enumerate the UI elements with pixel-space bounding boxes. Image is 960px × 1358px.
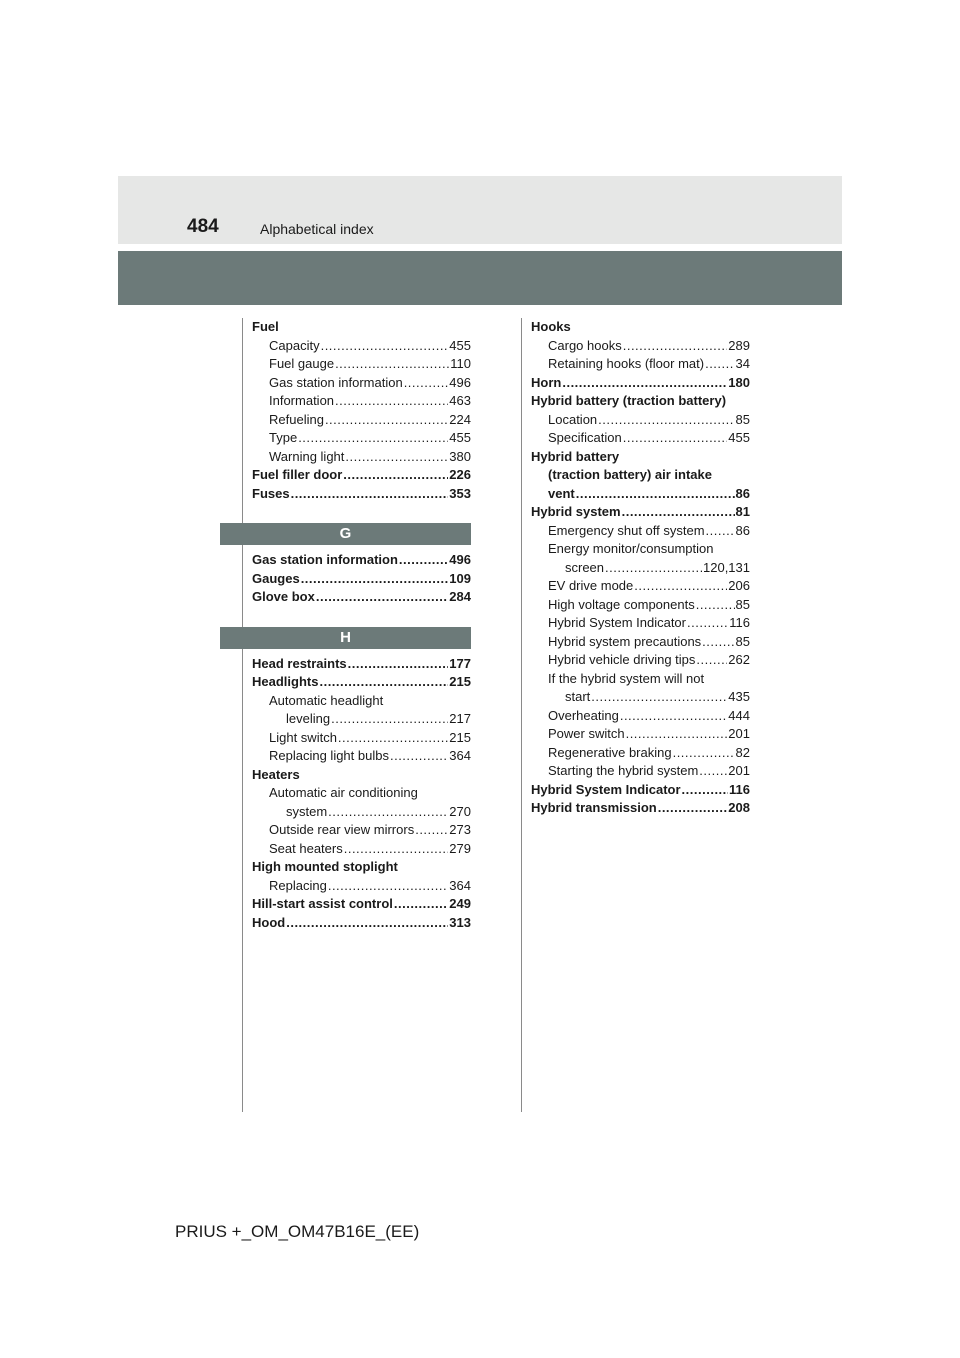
index-entry[interactable] — [531, 466, 750, 485]
index-entry-page[interactable]: 380 — [449, 448, 471, 464]
index-entry[interactable] — [252, 840, 471, 859]
index-entry[interactable] — [252, 729, 471, 748]
dot-leader — [399, 551, 448, 570]
index-entry-page[interactable]: 226 — [449, 467, 471, 482]
index-entry[interactable] — [252, 411, 471, 430]
dot-leader — [301, 570, 449, 589]
index-column-left — [252, 318, 471, 932]
index-entry-term: Hybrid vehicle driving tips — [548, 652, 696, 667]
index-entry-term: Energy monitor/consumption — [548, 541, 714, 556]
index-entry[interactable] — [531, 559, 750, 578]
index-entry-page[interactable]: 463 — [449, 393, 471, 408]
index-entry[interactable] — [531, 744, 750, 763]
dot-leader — [673, 744, 735, 763]
index-entry-term: Retaining hooks (floor mat) — [548, 356, 705, 371]
index-entry-term: Gas station information — [269, 374, 403, 390]
index-entry-term: Hybrid battery — [531, 448, 620, 464]
dot-leader — [634, 577, 727, 596]
index-entry[interactable] — [531, 762, 750, 781]
index-entry-term: Replacing light bulbs — [269, 748, 389, 763]
index-entry-page[interactable]: 224 — [449, 411, 471, 427]
index-entry[interactable] — [531, 725, 750, 744]
index-entry-term: Light switch — [269, 729, 337, 745]
dot-leader — [605, 559, 702, 578]
dot-leader — [328, 803, 448, 822]
left-column-rule — [242, 318, 243, 1112]
index-entry-page[interactable]: 120,131 — [703, 559, 750, 575]
index-entry[interactable] — [252, 858, 471, 877]
index-entry-page[interactable]: 215 — [449, 674, 471, 689]
index-entry-page[interactable]: 444 — [728, 707, 750, 723]
index-entry-page[interactable]: 217 — [449, 711, 471, 726]
index-entry-page[interactable]: 289 — [728, 337, 750, 353]
dot-leader — [598, 411, 734, 430]
index-entry-page[interactable]: 455 — [728, 430, 750, 445]
index-entry[interactable] — [531, 799, 750, 818]
index-entry-term: Heaters — [252, 766, 300, 782]
index-entry[interactable] — [252, 766, 471, 785]
index-entry-page[interactable]: 364 — [449, 877, 471, 893]
index-entry-page[interactable]: 215 — [449, 729, 471, 745]
dot-leader — [696, 596, 735, 615]
index-entry[interactable] — [531, 577, 750, 596]
index-entry-term: Type — [269, 430, 298, 445]
index-entry[interactable] — [531, 448, 750, 467]
index-entry[interactable] — [531, 522, 750, 541]
dot-leader — [620, 707, 727, 726]
index-entry[interactable] — [531, 374, 750, 393]
index-entry-page[interactable]: 116 — [729, 781, 750, 797]
section-gap — [252, 607, 471, 627]
index-entry-term: start — [565, 689, 591, 704]
index-entry-term: High mounted stoplight — [252, 859, 398, 874]
index-entry[interactable] — [531, 781, 750, 800]
index-entry[interactable] — [531, 596, 750, 615]
index-entry[interactable] — [252, 429, 471, 448]
dot-leader — [415, 821, 448, 840]
index-entry[interactable] — [252, 895, 471, 914]
index-entry-page[interactable]: 177 — [449, 655, 471, 671]
index-entry-term: Glove box — [252, 589, 315, 604]
dot-leader — [623, 429, 728, 448]
dot-leader — [331, 710, 448, 729]
index-entry[interactable] — [252, 374, 471, 393]
index-entry-page[interactable]: 364 — [449, 748, 471, 763]
index-entry-term: Fuses — [252, 485, 290, 501]
dot-leader — [706, 522, 735, 541]
index-entry[interactable] — [531, 688, 750, 707]
index-entry-term: Specification — [548, 430, 622, 445]
index-entry-term: screen — [565, 559, 605, 575]
dot-leader — [390, 747, 448, 766]
index-entry-term: (traction battery) air intake — [548, 467, 712, 482]
index-entry[interactable] — [531, 355, 750, 374]
dot-leader — [325, 411, 448, 430]
dot-leader — [344, 840, 449, 859]
index-entry-term: Power switch — [548, 726, 625, 741]
header-dark-band — [118, 251, 842, 305]
index-entry-page[interactable]: 110 — [450, 356, 471, 371]
dot-leader — [404, 374, 449, 393]
index-entry[interactable] — [531, 707, 750, 726]
index-entry-page[interactable]: 455 — [449, 337, 471, 353]
dot-leader — [343, 466, 448, 485]
index-entry-page[interactable]: 496 — [449, 374, 471, 390]
index-entry-page[interactable]: 109 — [449, 570, 471, 586]
index-entry-term: Automatic air conditioning — [269, 785, 418, 800]
index-entry[interactable] — [531, 670, 750, 689]
dot-leader — [291, 485, 449, 504]
index-entry-page[interactable]: 85 — [735, 411, 750, 427]
dot-leader — [687, 614, 728, 633]
index-entry-term: Capacity — [269, 337, 320, 353]
dot-leader — [682, 781, 728, 800]
index-entry-term: Fuel gauge — [269, 356, 335, 371]
dot-leader — [699, 762, 727, 781]
dot-leader — [623, 337, 728, 356]
index-entry-term: EV drive mode — [548, 578, 634, 593]
page-title: Alphabetical index — [260, 221, 374, 237]
index-entry[interactable] — [531, 318, 750, 337]
index-column-right — [531, 318, 750, 818]
index-entry[interactable] — [252, 392, 471, 411]
dot-leader — [622, 503, 735, 522]
index-entry[interactable] — [252, 485, 471, 504]
index-entry-page[interactable]: 496 — [449, 552, 471, 567]
index-entry[interactable] — [531, 540, 750, 559]
index-entry-term: Hood — [252, 914, 286, 930]
index-entry-term: Location — [548, 411, 598, 427]
index-entry-page[interactable]: 313 — [449, 914, 471, 930]
index-entry[interactable] — [252, 318, 471, 337]
index-entry-term: Fuel filler door — [252, 467, 343, 482]
index-entry[interactable] — [252, 448, 471, 467]
index-entry-page[interactable]: 208 — [728, 800, 750, 815]
index-entry-term: Hybrid system precautions — [548, 633, 702, 649]
index-entry-term: Headlights — [252, 674, 319, 689]
index-entry-term: vent — [548, 485, 575, 501]
index-entry[interactable] — [252, 466, 471, 485]
dot-leader — [338, 729, 448, 748]
index-entry-page[interactable]: 85 — [735, 596, 750, 612]
index-entry[interactable] — [531, 392, 750, 411]
dot-leader — [626, 725, 728, 744]
index-entry-term: Hybrid System Indicator — [548, 615, 686, 630]
index-entry-page[interactable]: 262 — [728, 652, 750, 667]
section-letter-bar: G — [220, 523, 471, 545]
index-entry-page[interactable]: 180 — [728, 374, 750, 390]
right-column-rule — [521, 318, 522, 1112]
page-number: 484 — [187, 216, 219, 237]
index-entry-page[interactable]: 353 — [449, 485, 471, 501]
index-entry[interactable] — [531, 411, 750, 430]
index-entry-page[interactable]: 249 — [449, 896, 471, 911]
index-entry[interactable] — [252, 355, 471, 374]
dot-leader — [321, 337, 449, 356]
index-entry[interactable] — [252, 803, 471, 822]
dot-leader — [319, 673, 448, 692]
index-entry-term: Information — [269, 393, 335, 408]
dot-leader — [345, 448, 448, 467]
index-entry-page[interactable]: 34 — [735, 356, 750, 371]
index-entry[interactable] — [531, 614, 750, 633]
index-entry-term: Fuel — [252, 319, 279, 334]
dot-leader — [286, 914, 448, 933]
index-entry-term: Gauges — [252, 570, 300, 586]
index-entry[interactable] — [252, 655, 471, 674]
index-entry[interactable] — [252, 877, 471, 896]
index-entry-term: Hybrid transmission — [531, 800, 657, 815]
index-entry-term: Refueling — [269, 411, 324, 427]
document-footer: PRIUS +_OM_OM47B16E_(EE) — [175, 1222, 420, 1241]
index-entry-term: leveling — [286, 711, 331, 726]
index-entry[interactable] — [531, 429, 750, 448]
dot-leader — [328, 877, 448, 896]
index-entry-term: Emergency shut off system — [548, 522, 705, 538]
index-entry[interactable] — [252, 784, 471, 803]
index-entry-term: Warning light — [269, 448, 345, 464]
index-entry-term: Gas station information — [252, 552, 398, 567]
index-entry-page[interactable]: 206 — [728, 578, 750, 593]
index-entry[interactable] — [252, 673, 471, 692]
index-entry-term: High voltage components — [548, 596, 695, 612]
index-entry[interactable] — [252, 692, 471, 711]
dot-leader — [335, 392, 448, 411]
index-entry[interactable] — [531, 503, 750, 522]
index-entry[interactable] — [252, 570, 471, 589]
index-entry[interactable] — [531, 651, 750, 670]
header-band — [118, 176, 842, 244]
index-entry-page[interactable]: 273 — [449, 822, 471, 837]
index-entry-term: Horn — [531, 374, 562, 390]
index-entry[interactable] — [252, 710, 471, 729]
index-entry-term: Hooks — [531, 319, 571, 334]
index-entry-term: Automatic headlight — [269, 692, 384, 708]
index-entry-term: Replacing — [269, 877, 327, 893]
dot-leader — [658, 799, 728, 818]
section-letter-bar: H — [220, 627, 471, 649]
dot-leader — [591, 688, 727, 707]
dot-leader — [394, 895, 448, 914]
index-entry-term: Hill-start assist control — [252, 896, 393, 911]
index-entry-page[interactable]: 201 — [728, 763, 750, 778]
index-entry[interactable] — [531, 485, 750, 504]
index-entry[interactable] — [252, 588, 471, 607]
dot-leader — [316, 588, 448, 607]
index-entry[interactable] — [531, 633, 750, 652]
index-entry-page[interactable]: 116 — [729, 615, 750, 630]
index-entry-term: Seat heaters — [269, 840, 343, 856]
index-entry-page[interactable]: 85 — [735, 633, 750, 649]
index-entry-term: Regenerative braking — [548, 744, 672, 760]
dot-leader — [705, 355, 734, 374]
index-entry-term: If the hybrid system will not — [548, 670, 705, 686]
index-entry-term: Head restraints — [252, 655, 347, 671]
index-entry-page[interactable]: 270 — [449, 803, 471, 819]
index-entry-term: Outside rear view mirrors — [269, 822, 415, 837]
index-entry-term: Cargo hooks — [548, 337, 622, 353]
index-entry-page[interactable]: 82 — [735, 744, 750, 760]
index-entry-page[interactable]: 435 — [728, 689, 750, 704]
index-entry-page[interactable]: 86 — [735, 485, 750, 501]
dot-leader — [298, 429, 448, 448]
section-gap — [252, 503, 471, 523]
index-entry-term: Overheating — [548, 707, 619, 723]
index-entry-term: system — [286, 803, 328, 819]
dot-leader — [702, 633, 734, 652]
index-entry[interactable] — [252, 914, 471, 933]
dot-leader — [348, 655, 449, 674]
index-entry[interactable] — [252, 821, 471, 840]
index-entry-page[interactable]: 81 — [735, 504, 750, 519]
index-entry-page[interactable]: 284 — [449, 589, 471, 604]
index-entry[interactable] — [252, 337, 471, 356]
dot-leader — [335, 355, 449, 374]
index-entry[interactable] — [252, 551, 471, 570]
index-entry[interactable] — [531, 337, 750, 356]
dot-leader — [696, 651, 727, 670]
index-entry-page[interactable]: 201 — [728, 726, 750, 741]
dot-leader — [562, 374, 727, 393]
index-entry-term: Hybrid System Indicator — [531, 781, 681, 797]
index-entry-page[interactable]: 279 — [449, 840, 471, 856]
index-entry-term: Hybrid system — [531, 504, 621, 519]
index-entry[interactable] — [252, 747, 471, 766]
index-entry-term: Starting the hybrid system — [548, 763, 699, 778]
index-entry-term: Hybrid battery (traction battery) — [531, 393, 727, 408]
index-entry-page[interactable]: 86 — [735, 522, 750, 538]
dot-leader — [576, 485, 735, 504]
index-entry-page[interactable]: 455 — [449, 430, 471, 445]
